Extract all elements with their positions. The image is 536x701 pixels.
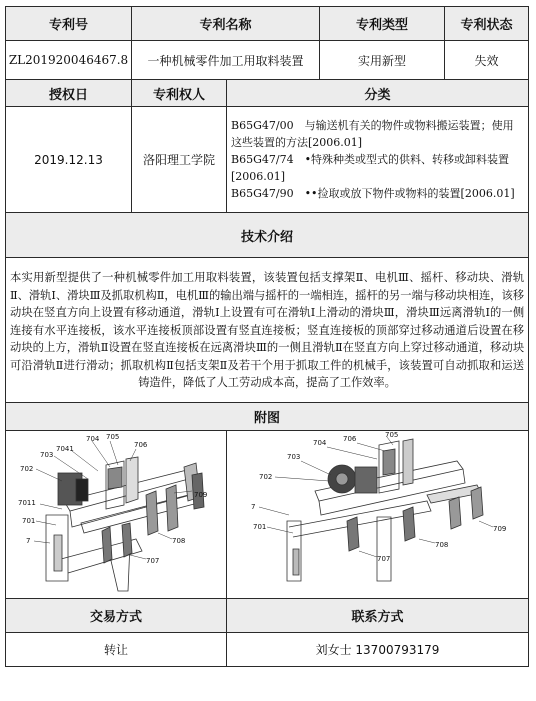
figure-left-drawing — [6, 431, 226, 598]
trade-method: 转让 — [6, 633, 227, 667]
abstract-text: 本实用新型提供了一种机械零件加工用取料装置，该装置包括支撑架Ⅱ、电机Ⅲ、摇杆、移动块、滑轨Ⅱ、滑轨Ⅰ、滑块Ⅲ及抓取机构Ⅱ，电机Ⅲ的输出端与摇杆的一端相连，摇杆的另一端与移动块相连，该移动块在竖直方向上设置有移动通道，滑轨Ⅰ上设置有可在滑轨Ⅰ上滑动的滑块Ⅲ，滑块Ⅲ远离滑轨Ⅰ的一侧连接有水平连接板，该水平连接板顶部设置有竖直连接板；竖直连接板的顶部穿过移动通道后设置在移动块的上方，滑轨Ⅱ设置在竖直连接板在远离滑块Ⅲ的一侧且滑轨Ⅱ在竖直方向上穿过移动通道，移动块可沿滑轨Ⅱ进行滑动；抓取机构Ⅱ包括支架Ⅱ及若干个用于抓取工件的机械手，该装置可自动抓取和运送铸造件，降低了人工劳动成本高，提高了工作效率。 — [6, 258, 529, 403]
classification-item: B65G47/74 •特殊种类或型式的供料、转移或卸料装置[2006.01] — [231, 153, 510, 183]
header-contact: 联系方式 — [227, 599, 529, 633]
part-label: 709 — [493, 525, 507, 533]
header-tech-intro: 技术介绍 — [6, 213, 529, 258]
part-label: 706 — [134, 441, 148, 449]
figure-right-cell — [227, 431, 529, 599]
header-patent-name: 专利名称 — [132, 7, 320, 41]
part-label: 702 — [259, 473, 273, 481]
patentee: 洛阳理工学院 — [132, 107, 227, 213]
part-label: 707 — [377, 555, 391, 563]
patent-name: 一种机械零件加工用取料装置 — [132, 41, 320, 80]
patent-number: ZL201920046467.8 — [6, 41, 132, 80]
part-label: 706 — [343, 435, 357, 443]
part-label: 704 — [86, 435, 100, 443]
patent-status: 失效 — [445, 41, 529, 80]
part-label: 705 — [385, 431, 399, 439]
part-label: 702 — [20, 465, 34, 473]
grant-date: 2019.12.13 — [6, 107, 132, 213]
part-label: 708 — [172, 537, 186, 545]
patent-info-table — [5, 6, 529, 667]
classification-item: B65G47/00 与输送机有关的物件或物料搬运装置；使用这些装置的方法[2006.01] — [231, 119, 514, 149]
header-patentee: 专利权人 — [132, 80, 227, 107]
part-label: 703 — [40, 451, 54, 459]
part-label: 701 — [253, 523, 267, 531]
part-label: 708 — [435, 541, 449, 549]
header-grant-date: 授权日 — [6, 80, 132, 107]
figure-right-drawing — [227, 431, 529, 598]
part-label: 704 — [313, 439, 327, 447]
classification-item: B65G47/90 ••捡取或放下物件或物料的装置[2006.01] — [231, 187, 515, 200]
part-label: 701 — [22, 517, 36, 525]
contact-info: 刘女士 13700793179 — [227, 633, 529, 667]
classification-list — [227, 107, 529, 213]
part-label: 7011 — [18, 499, 36, 507]
part-label: 709 — [194, 491, 208, 499]
header-patent-no: 专利号 — [6, 7, 132, 41]
header-classification: 分类 — [227, 80, 529, 107]
part-label: 7 — [251, 503, 256, 511]
part-label: 7041 — [56, 445, 74, 453]
part-label: 703 — [287, 453, 301, 461]
figure-left-cell — [6, 431, 227, 599]
header-patent-type: 专利类型 — [320, 7, 445, 41]
header-trade-method: 交易方式 — [6, 599, 227, 633]
header-figures: 附图 — [6, 403, 529, 431]
part-label: 7 — [26, 537, 31, 545]
patent-type: 实用新型 — [320, 41, 445, 80]
part-label: 705 — [106, 433, 120, 441]
header-patent-status: 专利状态 — [445, 7, 529, 41]
part-label: 707 — [146, 557, 160, 565]
